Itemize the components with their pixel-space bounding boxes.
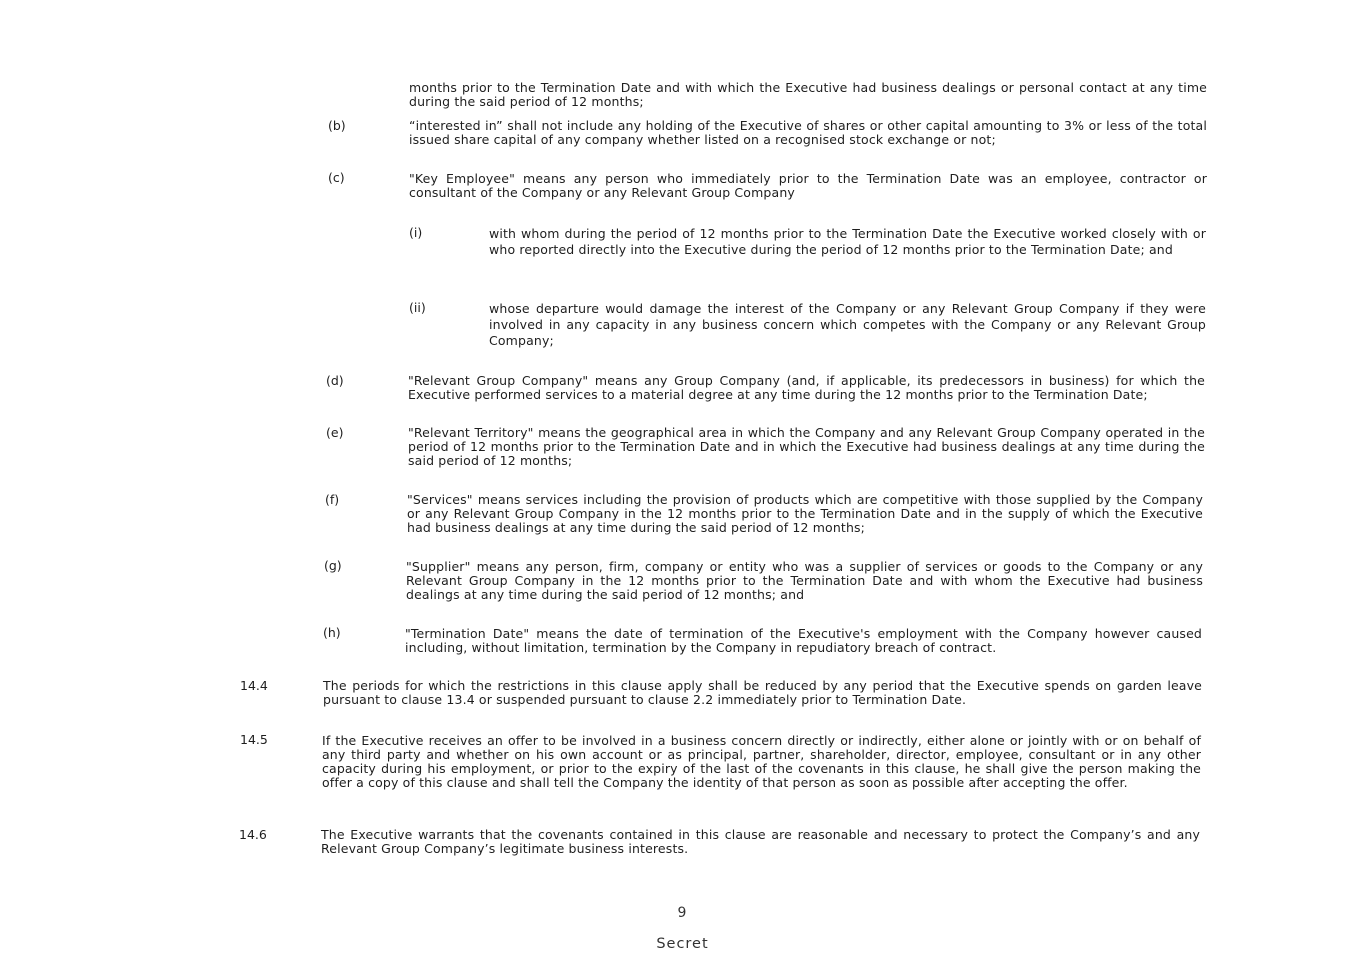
classification-label: Secret: [656, 936, 709, 952]
definition-text: "Supplier" means any person, firm, company or entity who was a supplier of services or goods to the Company or any Relevant Group Company in the 12 months prior to the Termination Date and with whom the Executive had business dealings at any time during the said period of 12 months; and: [406, 559, 1203, 602]
subitem-label: (i): [409, 225, 423, 240]
clause-number: 14.6: [239, 827, 267, 842]
definition-text: "Relevant Territory" means the geographical area in which the Company and any Relevant Group Company operated in the period of 12 months prior to the Termination Date and in which the Executive had business dealings at any time during the said period of 12 months;: [408, 425, 1205, 468]
clause-text: The periods for which the restrictions in this clause apply shall be reduced by any period that the Executive spends on garden leave pursuant to clause 13.4 or suspended pursuant to clause 2.2 immediately prior to Termination Date.: [323, 678, 1202, 707]
definition-label: (e): [326, 425, 344, 440]
subitem-label: (ii): [409, 300, 426, 315]
page-number: 9: [677, 905, 688, 921]
subitem-text: whose departure would damage the interest of the Company or any Relevant Group Company if they were involved in any capacity in any business concern which competes with the Company or any Relevant Group Company;: [489, 301, 1206, 348]
definition-text: "Key Employee" means any person who immediately prior to the Termination Date was an employee, contractor or consultant of the Company or any Relevant Group Company: [409, 171, 1207, 200]
definition-label: (b): [328, 118, 346, 133]
subitem-text: with whom during the period of 12 months prior to the Termination Date the Executive worked closely with or who reported directly into the Executive during the period of 12 months prior to the Termination Date; and: [489, 226, 1206, 257]
definition-label: (h): [323, 625, 341, 640]
definition-a-continuation: months prior to the Termination Date and with which the Executive had business dealings or personal contact at any time during the said period of 12 months;: [409, 80, 1207, 109]
definition-label: (c): [328, 170, 345, 185]
definition-label: (f): [325, 492, 340, 507]
clause-number: 14.5: [240, 732, 268, 747]
definition-text: "Termination Date" means the date of termination of the Executive's employment with the Company however caused including, without limitation, termination by the Company in repudiatory breach of contract.: [405, 626, 1202, 655]
clause-number: 14.4: [240, 678, 268, 693]
definition-text: “interested in” shall not include any holding of the Executive of shares or other capital amounting to 3% or less of the total issued share capital of any company whether listed on a recognised stock exchange or not;: [409, 118, 1207, 147]
definition-text: "Services" means services including the provision of products which are competitive with those supplied by the Company or any Relevant Group Company in the 12 months prior to the Termination Date and in the supply of which the Executive had business dealings at any time during the said period of 12 months;: [407, 492, 1203, 535]
clause-text: If the Executive receives an offer to be involved in a business concern directly or indirectly, either alone or jointly with or on behalf of any third party and whether on his own account or as principal, partner, shareholder, director, employee, consultant or in any other capacity during his employment, or prior to the expiry of the last of the covenants in this clause, he shall give the person making the offer a copy of this clause and shall tell the Company the identity of that person as soon as possible after accepting the offer.: [322, 733, 1201, 790]
definition-text: "Relevant Group Company" means any Group Company (and, if applicable, its predecessors in business) for which the Executive performed services to a material degree at any time during the 12 months prior to the Termination Date;: [408, 373, 1205, 402]
clause-text: The Executive warrants that the covenants contained in this clause are reasonable and necessary to protect the Company’s and any Relevant Group Company’s legitimate business interests.: [321, 827, 1200, 856]
definition-label: (d): [326, 373, 344, 388]
definition-label: (g): [324, 558, 342, 573]
